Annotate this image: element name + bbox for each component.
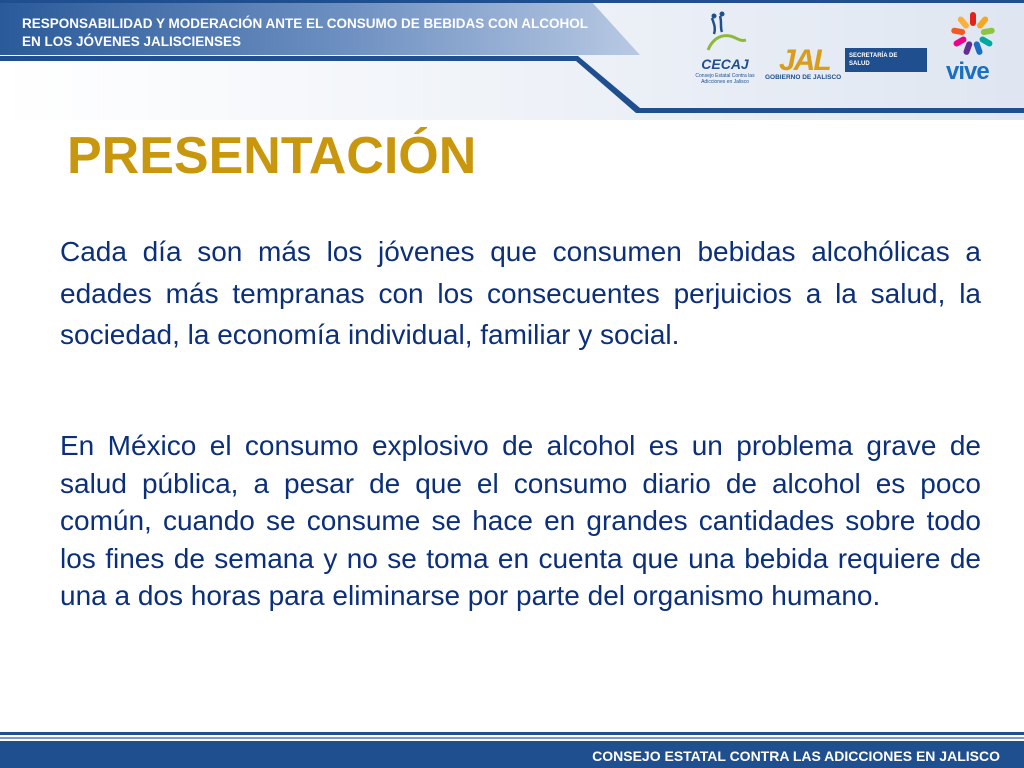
header-title-line1: RESPONSABILIDAD Y MODERACIÓN ANTE EL CONSUMO DE BEBIDAS CON ALCOHOL <box>22 16 589 31</box>
header-title-line2: EN LOS JÓVENES JALISCIENSES <box>22 34 242 49</box>
jal-logo <box>765 44 935 86</box>
header-title <box>22 15 588 51</box>
secretaria-salud-box <box>845 48 927 72</box>
cecaj-name: CECAJ <box>701 56 749 72</box>
jal-mark: JAL <box>779 44 830 77</box>
gobierno-jalisco-label: GOBIERNO DE JALISCO <box>765 74 842 81</box>
cecaj-subtitle: Consejo Estatal Contra las Adicciones en Jalisco <box>695 73 755 85</box>
page-title: PRESENTACIÓN <box>67 127 477 185</box>
jal-box-line2: SALUD <box>849 61 870 67</box>
paragraph-1: Cada día son más los jóvenes que consumen bebidas alcohólicas a edades más tempranas con los consecuentes perjuicios a la salud, la sociedad, la economía individual, familiar y social. <box>60 236 981 350</box>
cecaj-logo <box>690 10 760 90</box>
footer-label: CONSEJO ESTATAL CONTRA LAS ADICCIONES EN JALISCO <box>592 748 1000 764</box>
vive-logo <box>940 10 1006 90</box>
vive-wordmark: vive <box>946 58 989 85</box>
jal-box-line1: SECRETARÍA DE <box>849 53 898 59</box>
cecaj-emblem-icon <box>690 10 760 58</box>
paragraph-2: En México el consumo explosivo de alcohol es un problema grave de salud pública, a pesar de que el consumo diario de alcohol es poco común, cuando se consume se hace en grandes cantidades sobre todo los fines de semana y no se toma en cuenta que una bebida requiere de una a dos horas para eliminarse por parte del organismo humano. <box>60 430 981 611</box>
vive-star-icon <box>940 10 1006 60</box>
